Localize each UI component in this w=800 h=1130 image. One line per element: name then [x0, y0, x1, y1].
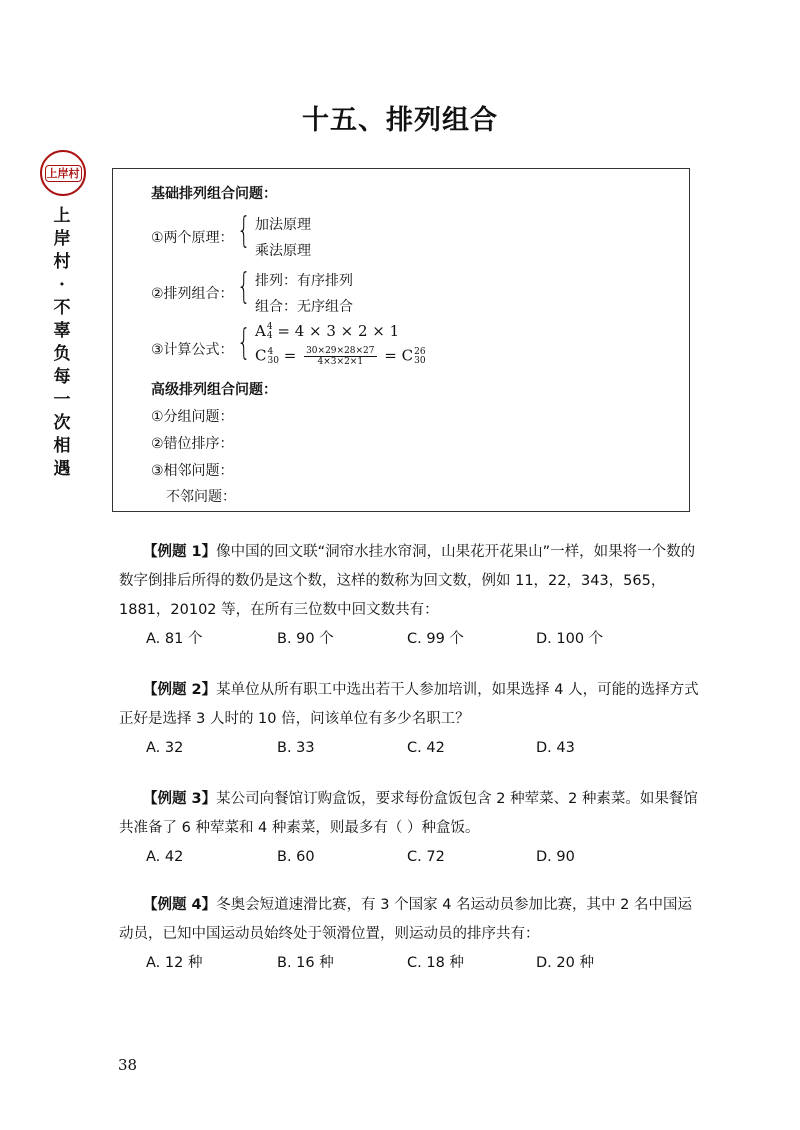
formula1-rhs: = 4 × 3 × 2 × 1	[277, 322, 400, 340]
formula2-sup: 4	[267, 346, 274, 357]
formula2-sub2: 30	[414, 355, 426, 366]
example-2-options	[119, 734, 704, 763]
option-a[interactable]: A. 81 个	[146, 631, 203, 647]
option-b[interactable]: B. 16 种	[277, 955, 334, 971]
option-b[interactable]: B. 90 个	[277, 631, 334, 647]
example-1-options	[119, 625, 704, 654]
option-b[interactable]: B. 33	[277, 740, 315, 756]
option-a[interactable]: A. 42	[146, 849, 184, 865]
perm-label: ②排列组合：	[151, 286, 234, 302]
formula2-sup2: 26	[414, 346, 426, 357]
brace-2: {	[237, 266, 251, 307]
example-1	[119, 538, 704, 654]
seal-text: 上岸村	[46, 166, 80, 180]
advanced-item-2: ②错位排序：	[151, 436, 234, 452]
principle-2: 乘法原理	[255, 243, 311, 259]
principles-label: ①两个原理：	[151, 230, 234, 246]
example-4	[119, 891, 704, 978]
example-1-label: 【例题 1】	[143, 544, 217, 560]
option-c[interactable]: C. 18 种	[407, 955, 464, 971]
formula1-base: A	[255, 322, 266, 340]
option-d[interactable]: D. 100 个	[536, 631, 604, 647]
formula-permutation	[255, 322, 399, 341]
option-d[interactable]: D. 43	[536, 740, 575, 756]
principle-1: 加法原理	[255, 217, 311, 233]
option-c[interactable]: C. 42	[407, 740, 445, 756]
example-4-label: 【例题 4】	[143, 897, 217, 913]
example-4-text: 冬奥会短道速滑比赛，有 3 个国家 4 名运动员参加比赛，其中 2 名中国运动员，已知中国运动员始终处于领滑位置，则运动员的排序共有：	[119, 897, 692, 942]
advanced-item-1: ①分组问题：	[151, 409, 234, 425]
brace-1: {	[237, 210, 251, 251]
formula1-sub: 4	[266, 331, 273, 341]
formula2-base2: C	[401, 346, 414, 365]
formula2-sub: 30	[267, 355, 279, 366]
example-3-label: 【例题 3】	[143, 791, 217, 807]
formula2-fraction	[304, 346, 376, 367]
option-a[interactable]: A. 12 种	[146, 955, 203, 971]
option-a[interactable]: A. 32	[146, 740, 184, 756]
example-3-options	[119, 843, 704, 872]
option-d[interactable]: D. 20 种	[536, 955, 594, 971]
formula2-numerator: 30×29×28×27	[306, 346, 375, 356]
example-2	[119, 676, 704, 763]
formula-combination	[255, 346, 426, 367]
formula2-base: C	[255, 346, 267, 365]
logo-seal	[40, 150, 86, 196]
example-3-text: 某公司向餐馆订购盒饭，要求每份盒饭包含 2 种荤菜、2 种素菜。如果餐馆共准备了 6 种荤菜和 4 种素菜，则最多有（ ）种盒饭。	[119, 791, 698, 836]
formula-label: ③计算公式：	[151, 342, 234, 358]
formula1-sup: 4	[266, 322, 273, 332]
perm-item-2: 组合：无序组合	[255, 299, 353, 315]
page-number: 38	[118, 1056, 138, 1074]
example-2-label: 【例题 2】	[143, 682, 217, 698]
brace-3: {	[237, 322, 251, 363]
example-2-text: 某单位从所有职工中选出若干人参加培训，如果选择 4 人，可能的选择方式正好是选择 3 人时的 10 倍，问该单位有多少名职工？	[119, 682, 699, 727]
page-title: 十五、排列组合	[302, 105, 498, 136]
summary-box	[112, 168, 690, 512]
formula2-eq: =	[283, 346, 297, 365]
option-c[interactable]: C. 99 个	[407, 631, 464, 647]
advanced-item-3: ③相邻问题：	[151, 463, 234, 479]
option-c[interactable]: C. 72	[407, 849, 445, 865]
advanced-heading: 高级排列组合问题：	[151, 382, 277, 398]
advanced-item-4: 不邻问题：	[166, 489, 236, 505]
example-4-options	[119, 949, 704, 978]
vertical-slogan: 上岸村·不辜负每一次相遇	[53, 206, 71, 479]
example-1-text: 像中国的回文联“洞帘水挂水帘洞，山果花开花果山”一样，如果将一个数的数字倒排后所得的数仍是这个数，这样的数称为回文数，例如 11，22，343，565，1881，20102 等，在所有三位数中回文数共有：	[119, 544, 696, 618]
formula2-eq2: =	[384, 346, 397, 365]
option-b[interactable]: B. 60	[277, 849, 315, 865]
formula2-denominator: 4×3×2×1	[317, 357, 364, 367]
option-d[interactable]: D. 90	[536, 849, 575, 865]
basic-heading: 基础排列组合问题：	[151, 186, 277, 202]
example-3	[119, 785, 704, 872]
perm-item-1: 排列：有序排列	[255, 273, 353, 289]
